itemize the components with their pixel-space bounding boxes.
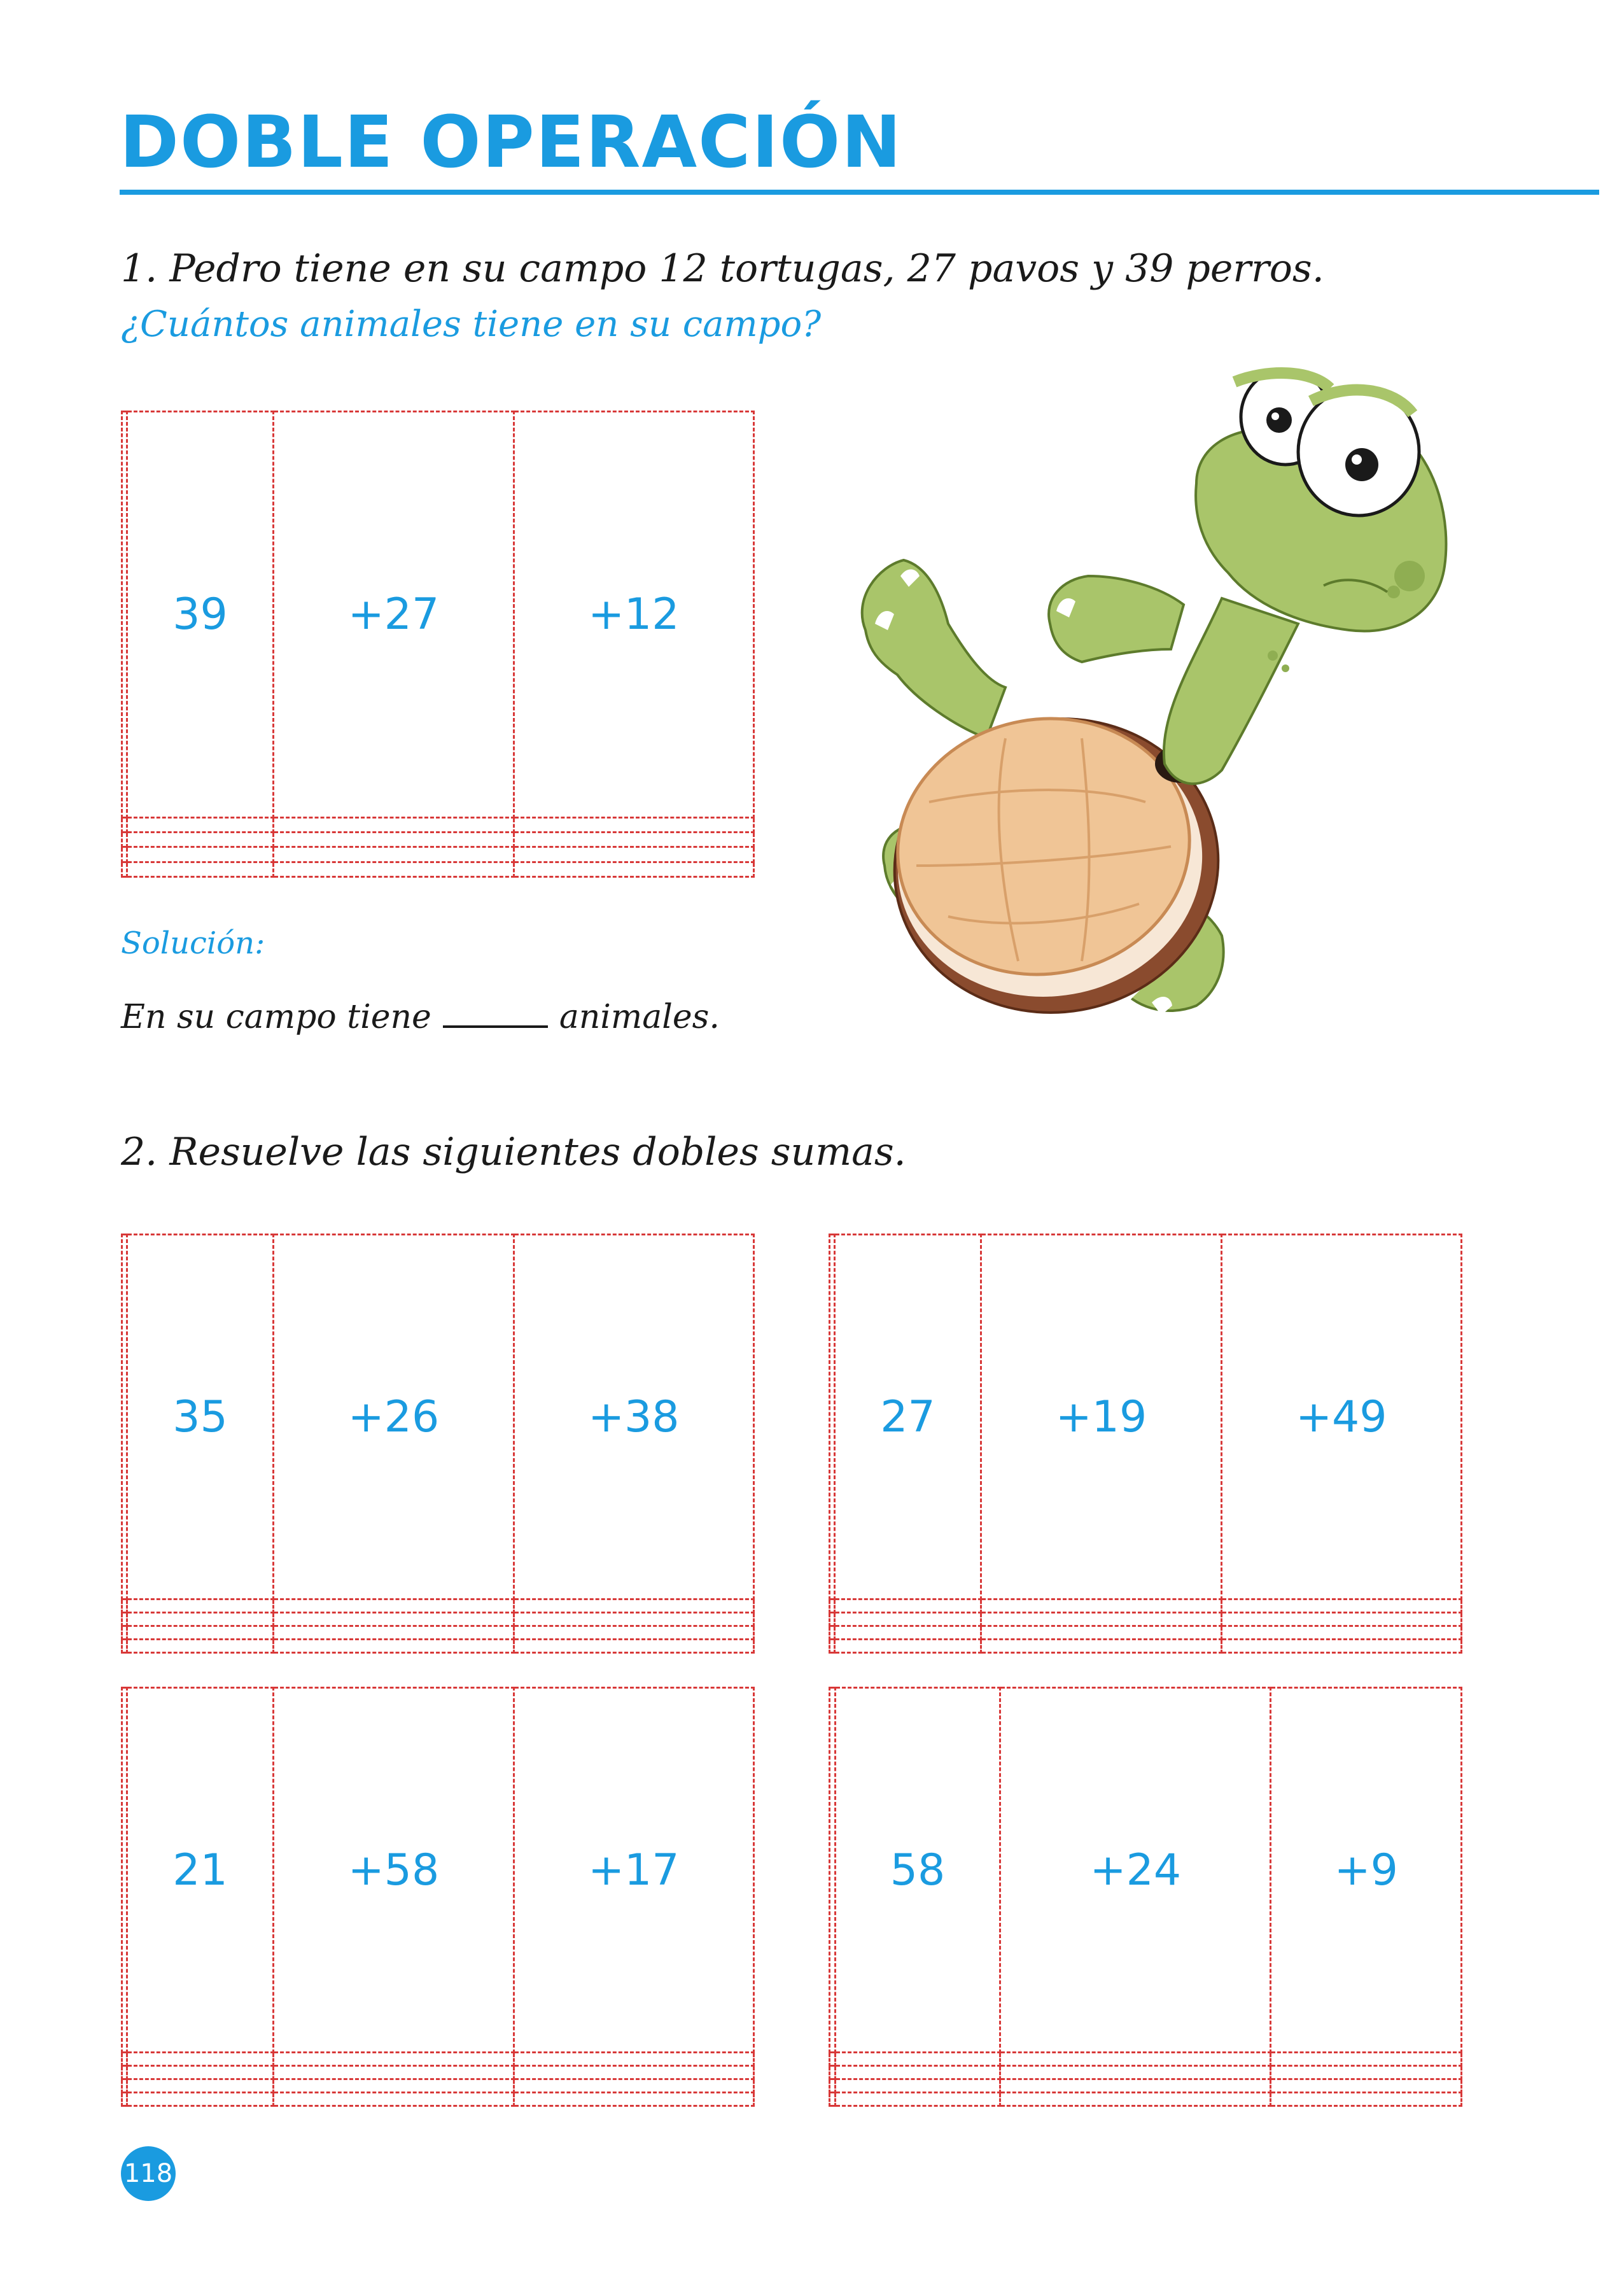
- grid-header-cell: +19: [981, 1235, 1221, 1600]
- grid-cell[interactable]: [830, 2053, 836, 2066]
- grid-header-cell: +26: [274, 1235, 514, 1600]
- page-number-badge: 118: [121, 2146, 176, 2201]
- grid-cell[interactable]: [514, 2053, 753, 2066]
- grid-cell: [122, 412, 127, 818]
- grid-header-cell: +9: [1271, 1688, 1462, 2053]
- grid-cell[interactable]: [1221, 1613, 1461, 1626]
- grid-cell[interactable]: [127, 1613, 274, 1626]
- grid-header-cell: +27: [274, 412, 514, 818]
- turtle-illustration: [840, 356, 1464, 1037]
- grid-cell[interactable]: [1271, 2079, 1462, 2093]
- grid-cell[interactable]: [274, 817, 514, 832]
- grid-cell[interactable]: [1221, 1600, 1461, 1613]
- grid-cell[interactable]: [835, 2066, 1000, 2079]
- grid-cell[interactable]: [835, 2079, 1000, 2093]
- grid-cell[interactable]: [274, 1626, 514, 1640]
- grid-cell[interactable]: [122, 862, 127, 876]
- grid-cell[interactable]: [1221, 1626, 1461, 1640]
- grid-header-cell: +49: [1221, 1235, 1461, 1600]
- exercise-1-grid: [121, 411, 755, 878]
- grid-cell: [830, 1688, 836, 2053]
- grid-cell[interactable]: [274, 2079, 514, 2093]
- grid-cell[interactable]: [122, 2066, 127, 2079]
- grid-cell[interactable]: [274, 862, 514, 876]
- page-title: DOBLE OPERACIÓN: [120, 101, 902, 184]
- grid-cell[interactable]: [514, 847, 753, 862]
- solution-sentence: [121, 998, 720, 1036]
- addition-grid: [829, 1687, 1462, 2107]
- grid-header-cell: 27: [834, 1235, 981, 1600]
- grid-cell[interactable]: [122, 817, 127, 832]
- grid-cell[interactable]: [830, 1639, 835, 1652]
- grid-cell[interactable]: [1000, 2092, 1271, 2106]
- grid-cell[interactable]: [122, 1626, 127, 1640]
- grid-cell[interactable]: [274, 2053, 514, 2066]
- grid-cell[interactable]: [981, 1626, 1221, 1640]
- grid-cell[interactable]: [274, 2092, 514, 2106]
- grid-cell[interactable]: [1221, 1639, 1461, 1652]
- grid-cell[interactable]: [122, 1639, 127, 1652]
- grid-cell[interactable]: [274, 1600, 514, 1613]
- grid-cell[interactable]: [514, 833, 753, 847]
- grid-cell[interactable]: [835, 2092, 1000, 2106]
- grid-cell[interactable]: [122, 2092, 127, 2106]
- addition-grid: [829, 1234, 1462, 1654]
- grid-cell[interactable]: [830, 2092, 836, 2106]
- grid-cell[interactable]: [834, 1639, 981, 1652]
- solution-after-text: animales.: [559, 998, 720, 1036]
- grid-cell[interactable]: [127, 817, 274, 832]
- grid-cell[interactable]: [514, 817, 753, 832]
- grid-cell[interactable]: [127, 1600, 274, 1613]
- grid-cell[interactable]: [122, 2053, 127, 2066]
- grid-cell[interactable]: [514, 1626, 753, 1640]
- grid-header-cell: +12: [514, 412, 753, 818]
- grid-cell[interactable]: [514, 2092, 753, 2106]
- grid-cell[interactable]: [835, 2053, 1000, 2066]
- grid-cell[interactable]: [834, 1626, 981, 1640]
- grid-header-cell: +38: [514, 1235, 753, 1600]
- grid-cell[interactable]: [830, 1613, 835, 1626]
- grid-cell[interactable]: [127, 847, 274, 862]
- grid-cell[interactable]: [981, 1639, 1221, 1652]
- grid-cell[interactable]: [274, 847, 514, 862]
- grid-cell[interactable]: [981, 1600, 1221, 1613]
- addition-grid: [121, 1687, 755, 2107]
- grid-cell[interactable]: [514, 1600, 753, 1613]
- grid-cell[interactable]: [122, 1600, 127, 1613]
- grid-cell[interactable]: [1000, 2053, 1271, 2066]
- grid-cell[interactable]: [122, 847, 127, 862]
- grid-header-cell: +58: [274, 1688, 514, 2053]
- grid-cell[interactable]: [514, 1639, 753, 1652]
- grid-cell[interactable]: [274, 2066, 514, 2079]
- grid-cell[interactable]: [834, 1613, 981, 1626]
- grid-cell[interactable]: [1271, 2053, 1462, 2066]
- grid-cell[interactable]: [274, 833, 514, 847]
- grid-cell[interactable]: [127, 1626, 274, 1640]
- grid-cell[interactable]: [127, 833, 274, 847]
- exercise-1-question: ¿Cuántos animales tiene en su campo?: [121, 304, 822, 345]
- grid-cell[interactable]: [1271, 2066, 1462, 2079]
- grid-cell[interactable]: [274, 1639, 514, 1652]
- grid-cell[interactable]: [274, 1613, 514, 1626]
- grid-cell[interactable]: [122, 833, 127, 847]
- grid-cell[interactable]: [1000, 2079, 1271, 2093]
- grid-cell[interactable]: [514, 2079, 753, 2093]
- grid-cell[interactable]: [122, 2079, 127, 2093]
- title-underline: [120, 190, 1599, 195]
- grid-header-cell: 21: [127, 1688, 274, 2053]
- solution-before-text: En su campo tiene: [121, 998, 431, 1036]
- grid-cell[interactable]: [830, 2079, 836, 2093]
- solution-label: Solución:: [121, 925, 265, 961]
- grid-cell: [830, 1235, 835, 1600]
- grid-cell[interactable]: [127, 862, 274, 876]
- grid-cell: [122, 1688, 127, 2053]
- grid-header-cell: 35: [127, 1235, 274, 1600]
- exercise-1-statement: 1. Pedro tiene en su campo 12 tortugas, 27 pavos y 39 perros.: [121, 246, 1324, 291]
- grid-header-cell: 58: [835, 1688, 1000, 2053]
- grid-cell[interactable]: [830, 1626, 835, 1640]
- grid-cell: [122, 1235, 127, 1600]
- grid-cell[interactable]: [122, 1613, 127, 1626]
- grid-cell[interactable]: [830, 1600, 835, 1613]
- answer-blank[interactable]: [443, 1025, 548, 1028]
- grid-cell[interactable]: [1271, 2092, 1462, 2106]
- grid-cell[interactable]: [514, 862, 753, 876]
- grid-cell[interactable]: [1000, 2066, 1271, 2079]
- grid-header-cell: 39: [127, 412, 274, 818]
- grid-cell[interactable]: [127, 2053, 274, 2066]
- exercise-2-statement: 2. Resuelve las siguientes dobles sumas.: [121, 1130, 906, 1174]
- grid-cell[interactable]: [127, 2066, 274, 2079]
- grid-cell[interactable]: [830, 2066, 836, 2079]
- grid-cell[interactable]: [127, 2092, 274, 2106]
- grid-cell[interactable]: [981, 1613, 1221, 1626]
- grid-cell[interactable]: [127, 2079, 274, 2093]
- grid-cell[interactable]: [514, 1613, 753, 1626]
- grid-header-cell: +17: [514, 1688, 753, 2053]
- grid-cell[interactable]: [514, 2066, 753, 2079]
- addition-grid: [121, 1234, 755, 1654]
- grid-cell[interactable]: [834, 1600, 981, 1613]
- grid-header-cell: +24: [1000, 1688, 1271, 2053]
- grid-cell[interactable]: [127, 1639, 274, 1652]
